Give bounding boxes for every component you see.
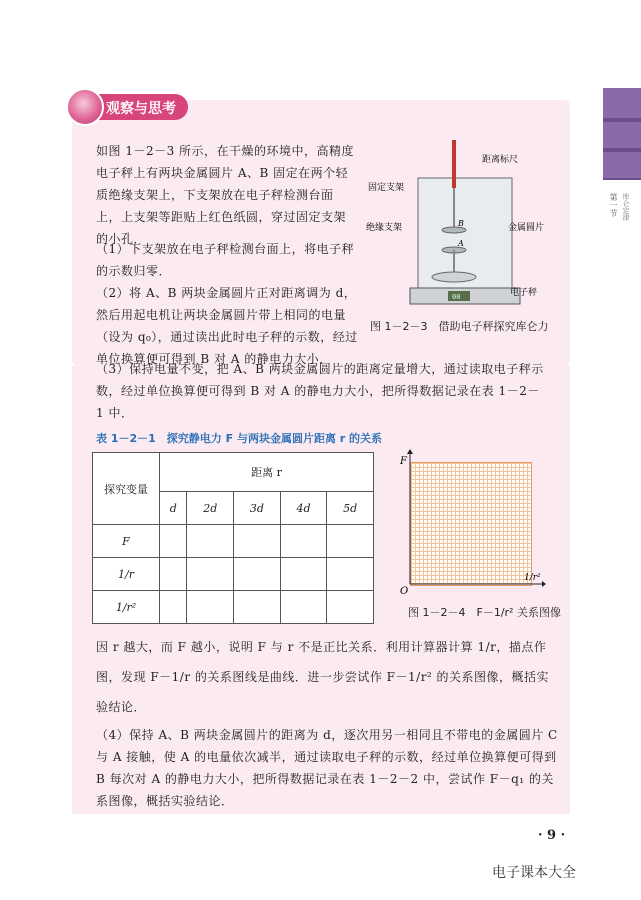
table-row xyxy=(93,558,374,591)
col-header: 2d xyxy=(187,492,234,525)
table-cell xyxy=(280,591,327,624)
table-row xyxy=(93,525,374,558)
table-cell xyxy=(234,558,281,591)
row-header: 1/r² xyxy=(93,591,160,624)
paragraph-step4: （4）保持 A、B 两块金属圆片的距离为 d，逐次用另一相同且不带电的金属圆片 C 与 A 接触，使 A 的电量依次减半，通过读取电子秤的示数，经过单位换算便可得到 B 每次对 A 的静电力大小，把所得数据记录在表 1－2－2 中，尝试作 F－q₁ 的关系图像，概括实验结论． xyxy=(96,728,558,808)
glass-enclosure xyxy=(418,178,512,288)
header-variable: 探究变量 xyxy=(93,453,160,525)
col-header: 3d xyxy=(234,492,281,525)
lens-icon xyxy=(66,88,104,126)
row-header: F xyxy=(93,525,160,558)
paragraph-step3: （3）保持电量不变，把 A、B 两块金属圆片的距离定量增大，通过读取电子秤示数，经过单位换算便可得到 B 对 A 的静电力大小，把所得数据记录在表 1－2－1 中． xyxy=(96,362,544,420)
table-cell xyxy=(234,591,281,624)
x-axis-arrow xyxy=(542,581,546,587)
x-axis-label: 1/r² xyxy=(524,573,541,583)
data-table xyxy=(92,452,374,624)
label-scale: 电子秤 xyxy=(510,288,538,298)
apparatus-figure xyxy=(360,140,560,330)
table-cell xyxy=(187,525,234,558)
table-title: 表 1－2－1 探究静电力 F 与两块金属圆片距离 r 的关系 xyxy=(96,432,383,445)
table-row xyxy=(93,591,374,624)
col-header: d xyxy=(160,492,187,525)
table-cell xyxy=(160,591,187,624)
table-cell xyxy=(327,591,374,624)
table-cell xyxy=(187,558,234,591)
table-cell xyxy=(327,525,374,558)
scale-platform xyxy=(432,272,476,282)
table-cell xyxy=(280,558,327,591)
table-cell xyxy=(327,558,374,591)
label-ruler: 距离标尺 xyxy=(482,155,519,165)
side-tab-chapter: 第一节 xyxy=(609,193,618,217)
scale-display-text: 00 xyxy=(452,293,461,301)
col-header: 4d xyxy=(280,492,327,525)
col-header: 5d xyxy=(327,492,374,525)
label-metal-disc: 金属圆片 xyxy=(508,223,545,233)
label-a: A xyxy=(458,239,464,248)
y-axis-label: F xyxy=(400,456,407,467)
distance-ruler xyxy=(452,140,456,188)
label-b: B xyxy=(458,219,464,228)
figure-1-2-4-caption: 图 1－2－4 F－1/r² 关系图像 xyxy=(408,606,561,619)
table-row xyxy=(93,453,374,492)
section-badge-label: 观察与思考 xyxy=(106,101,176,117)
row-header: 1/r xyxy=(93,558,160,591)
table-cell xyxy=(187,591,234,624)
graph-axes xyxy=(396,448,546,598)
figure-1-2-3-caption: 图 1－2－3 借助电子秤探究库仑力 xyxy=(370,320,549,333)
label-insulating-support: 绝缘支架 xyxy=(366,223,403,233)
table-cell xyxy=(160,558,187,591)
paragraph-step2: （2）将 A、B 两块金属圆片正对距离调为 d，然后用起电机让两块金属圆片带上相同的电量（设为 q₀），通过读出此时电子秤的示数，经过单位换算便可得到 B 对 A 的静电力大小． xyxy=(96,286,358,366)
watermark-label: 电子课本大全 xyxy=(492,865,576,881)
side-tab-title: 库仑定律 xyxy=(622,193,630,221)
paragraph-intro: 如图 1－2－3 所示，在干燥的环境中，高精度电子秤上有两块金属圆片 A、B 固定在两个轻质绝缘支架上，下支架放在电子秤检测台面上，上支架等距贴上红色纸圆，穿过固定支架的小孔． xyxy=(96,144,355,246)
paragraph-analysis: 因 r 越大，而 F 越小，说明 F 与 r 不是正比关系．利用计算器计算 1/r，描点作图，发现 F－1/r 的关系图线是曲线．进一步尝试作 F－1/r² 的关系图像，概括实验结论． xyxy=(96,640,550,714)
table-cell xyxy=(160,525,187,558)
table-cell xyxy=(234,525,281,558)
paragraph-step1: （1）下支架放在电子秤检测台面上，将电子秤的示数归零． xyxy=(96,242,355,278)
table-cell xyxy=(280,525,327,558)
origin-label: O xyxy=(400,586,409,597)
label-fixed-support: 固定支架 xyxy=(368,183,405,193)
header-distance: 距离 r xyxy=(160,453,374,492)
page-number: · 9 · xyxy=(538,828,566,843)
y-axis-arrow xyxy=(407,449,413,454)
